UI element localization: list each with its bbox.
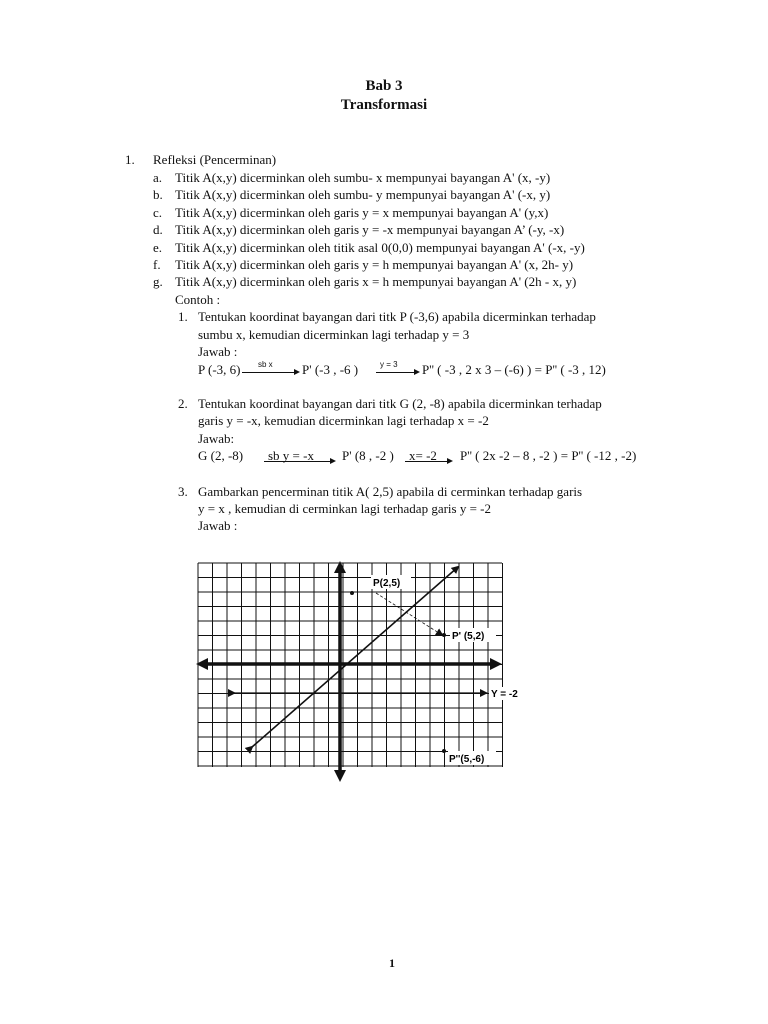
line-y-minus-2-label: Y = -2 [491, 689, 518, 700]
point-p-label: P(2,5) [373, 578, 401, 589]
line-y-equals-x [252, 567, 458, 747]
x-axis-right-arrow-icon [490, 658, 502, 670]
example-1-line-1: Tentukan koordinat bayangan dari titk P (-3,6) apabila dicerminkan terhadap [198, 309, 596, 324]
arrow-head-icon [447, 458, 453, 464]
example-2-line-1: Tentukan koordinat bayangan dari titk G (2, -8) apabila dicerminkan terhadap [198, 396, 602, 411]
example-2-number: 2. [178, 396, 188, 411]
point-p [350, 591, 354, 595]
example-2-arrow-2-label: x= -2 [409, 448, 437, 463]
point-p2 [442, 749, 446, 753]
arrow-head-icon [294, 369, 300, 375]
example-2-end: P'' ( 2x -2 – 8 , -2 ) = P'' ( -12 , -2) [460, 448, 637, 463]
example-3-line-1: Gambarkan pencerminan titik A( 2,5) apabila di cerminkan terhadap garis [198, 484, 583, 499]
example-3-line-2: y = x , kemudian di cerminkan lagi terhadap garis y = -2 [198, 501, 491, 516]
rule-text: Titik A(x,y) dicerminkan oleh garis x = h mempunyai bayangan A' (2h - x, y) [175, 274, 577, 290]
chapter-label: Bab 3 [365, 78, 403, 94]
example-1-line-2: sumbu x, kemudian dicerminkan lagi terhadap y = 3 [198, 327, 470, 342]
page-number: 1 [389, 956, 395, 970]
example-1-arrow-1-label: sb x [258, 360, 273, 369]
example-1-mid: P' (-3 , -6 ) [302, 362, 359, 377]
example-1-arrow-1 [242, 372, 294, 373]
example-2-jawab: Jawab: [198, 431, 235, 446]
arrow-head-icon [414, 369, 420, 375]
rule-letter: f. [153, 257, 161, 272]
rule-text: Titik A(x,y) dicerminkan oleh titik asal 0(0,0) mempunyai bayangan A' (-x, -y) [175, 239, 585, 255]
example-2-arrow-1 [264, 461, 330, 462]
section-title: Refleksi (Pencerminan) [153, 152, 277, 167]
reflection-path-p-to-p1 [376, 593, 442, 635]
rule-text: Titik A(x,y) dicerminkan oleh sumbu- y mempunyai bayangan A' (-x, y) [175, 187, 551, 203]
example-1-jawab: Jawab : [198, 344, 238, 359]
example-2-mid: P' (8 , -2 ) [342, 448, 394, 463]
example-1-arrow-2-label: y = 3 [380, 360, 398, 369]
point-p1-label: P' (5,2) [452, 631, 485, 642]
arrow-head-icon [330, 458, 336, 464]
section-number: 1. [125, 152, 135, 167]
rule-text: Titik A(x,y) dicerminkan oleh sumbu- x mempunyai bayangan A' (x, -y) [175, 170, 551, 185]
contoh-label: Contoh : [175, 292, 221, 307]
point-p1 [442, 633, 446, 637]
y-axis-down-arrow-icon [334, 770, 346, 782]
example-2-arrow-1-label: sb y = -x [268, 448, 314, 463]
example-3-number: 3. [178, 484, 188, 499]
rule-letter: c. [153, 204, 163, 220]
reflection-graph [190, 555, 530, 790]
example-2-arrow-2 [405, 461, 447, 462]
rule-letter: b. [153, 187, 163, 203]
rule-letter: e. [153, 239, 163, 255]
example-2-line-2: garis y = -x, kemudian dicerminkan lagi terhadap x = -2 [198, 413, 489, 428]
rule-letter: a. [153, 170, 163, 185]
example-1-start: P (-3, 6) [198, 362, 241, 377]
example-1-end: P'' ( -3 , 2 x 3 – (-6) ) = P'' ( -3 , 12) [422, 362, 606, 377]
point-p2-label: P''(5,-6) [449, 754, 485, 765]
rule-text: Titik A(x,y) dicerminkan oleh garis y = x mempunyai bayangan A' (y,x) [175, 204, 549, 220]
example-1-arrow-2 [376, 372, 414, 373]
rule-letter: g. [153, 274, 163, 290]
example-3-jawab: Jawab : [198, 518, 238, 533]
example-2-start: G (2, -8) [198, 448, 244, 463]
page-title: Transformasi [340, 97, 428, 113]
rule-letter: d. [153, 222, 163, 238]
rule-text: Titik A(x,y) dicerminkan oleh garis y = -x mempunyai bayangan A’ (-y, -x) [175, 222, 565, 238]
rule-text: Titik A(x,y) dicerminkan oleh garis y = h mempunyai bayangan A' (x, 2h- y) [175, 257, 574, 272]
example-1-number: 1. [178, 309, 188, 324]
